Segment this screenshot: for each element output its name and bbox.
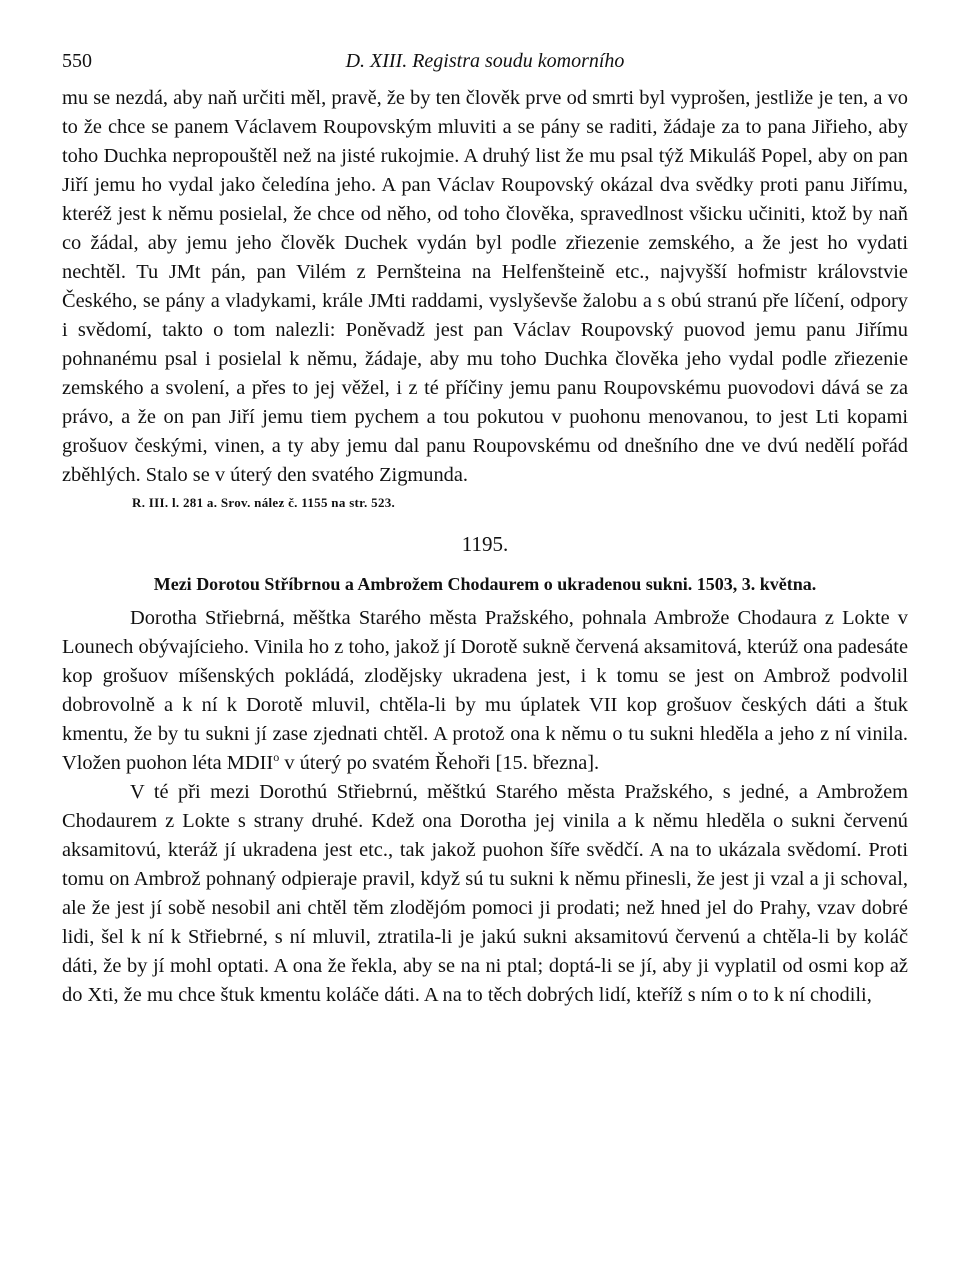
- entry-paragraph-2: V té při mezi Dorothú Střiebrnú, měštkú Starého města Pražského, s jedné, a Ambrožem Chodaurem z Lokte s strany druhé. Kdež ona Dorotha jej vinila a k němu hleděla o sukni červenú aksamitovú, kteráž jí ukradena jest etc., tak jakož puohon šíře svědčí. A na to ukázala svědomí. Proti tomu on Ambrož pohnaný odpieraje pravil, když sú tu sukni k němu přinesli, že jest ji vzal a ji schoval, ale že jest jí sobě nesobil ani chtěl těm zlodějóm pomoci ji prodati; než hned jel do Prahy, vzav dobré lidi, šel k ní k Střiebrné, s ní mluvil, ztratila-li je jakú sukni aksamitovú červenú a chtěla-li by koláč dáti, že by jí mohl optati. A ona že řekla, aby se na ni ptal; doptá-li se jí, aby ji vyplatil od osmi kop až do Xti, že mu chce štuk kmentu koláče dáti. A na to těch dobrých lidí, kteříž s ním o to k ní chodili,: [62, 781, 908, 1006]
- running-title: D. XIII. Registra soudu komorního: [345, 50, 625, 72]
- entry-paragraph-1: [62, 604, 908, 778]
- page-body: [62, 84, 908, 1010]
- source-note: R. III. l. 281 a. Srov. nález č. 1155 na str. 523.: [132, 495, 396, 510]
- intro-paragraph: mu se nezdá, aby naň určiti měl, pravě, že by ten člověk prve od smrti byl vyprošen, jestliže je ten, a vo to že chce se panem Václavem Roupovským mluviti a se pány se raditi, žádaje za to pana Jiřieho, aby toho Duchka nepropouštěl než na jisté rukojmie. A druhý list že mu psal týž Mikuláš Popel, aby on pan Jiří jemu ho vydal jako čeledína jeho. A pan Václav Roupovský okázal dva svědky proti panu Jiřímu, kteréž jest k němu posielal, že chce od něho, od toho člověka, spravedlnost všicku učiniti, ktož by naň co žádal, aby jemu jeho člověk Duchek vydán byl podle zřiezenie zemského, a že jest ho vydati nechtěl. Tu JMt pán, pan Vilém z Pernšteina na Helfenšteině etc., najvyšší hofmistr královstvie Českého, se pány a vladykami, krále JMti raddami, vyslyševše žalobu a s obú stranú pře líčení, odpory i svědomí, takto o tom nalezli: Poněvadž jest pan Václav Roupovský puovod jemu panu Jiřímu pohnanému psal i posielal k němu, žádaje, aby mu toho Duchka člověka jeho vydal podle zřiezenie zemského a svolení, a přes to jej věžel, i z té příčiny jemu panu Roupovskému puovodovi dává se za právo, a že on pan Jiří jemu tiem pychem a tou pokutou v puohonu menovanou, to jest Lti kopami grošuov českými, vinen, a ty aby jemu dal panu Roupovskému od dnešního dne ve dvú nedělí pořád zběhlých. Stalo se v úterý den svatého Zigmunda.: [62, 87, 908, 486]
- page-number: 550: [62, 50, 92, 72]
- entry-summary: Mezi Dorotou Stříbrnou a Ambrožem Chodaurem o ukradenou sukni. 1503, 3. května.: [153, 574, 817, 594]
- entry-number: 1195.: [461, 532, 509, 556]
- paragraph-1-date: v úterý po svatém Řehoři [15. března].: [279, 752, 600, 774]
- paragraph-1-text: Dorotha Střiebrná, měštka Starého města Pražského, pohnala Ambrože Chodaura z Lokte v Lounech obývajícieho. Vinila ho z toho, jakož jí Dorotě sukně červená aksamitová, kterúž ona padesáte kop grošuov míšenských pokládá, zlodějsky ukradena jest, i k tomu se jest on Ambrož podvolil dobrovolně a k ní k Dorotě mluvil, chtěla-li by mu úplatek VII kop grošuov českých dáti a štuk kmentu, že by tu sukni jí zase zjednati chtěl. A protož ona k němu o tu sukni hleděla a jeho z ní vinila. Vložen puohon léta MDII: [62, 607, 908, 774]
- book-page: [62, 40, 908, 1010]
- year-superscript: o: [273, 750, 280, 765]
- running-header: [62, 40, 908, 84]
